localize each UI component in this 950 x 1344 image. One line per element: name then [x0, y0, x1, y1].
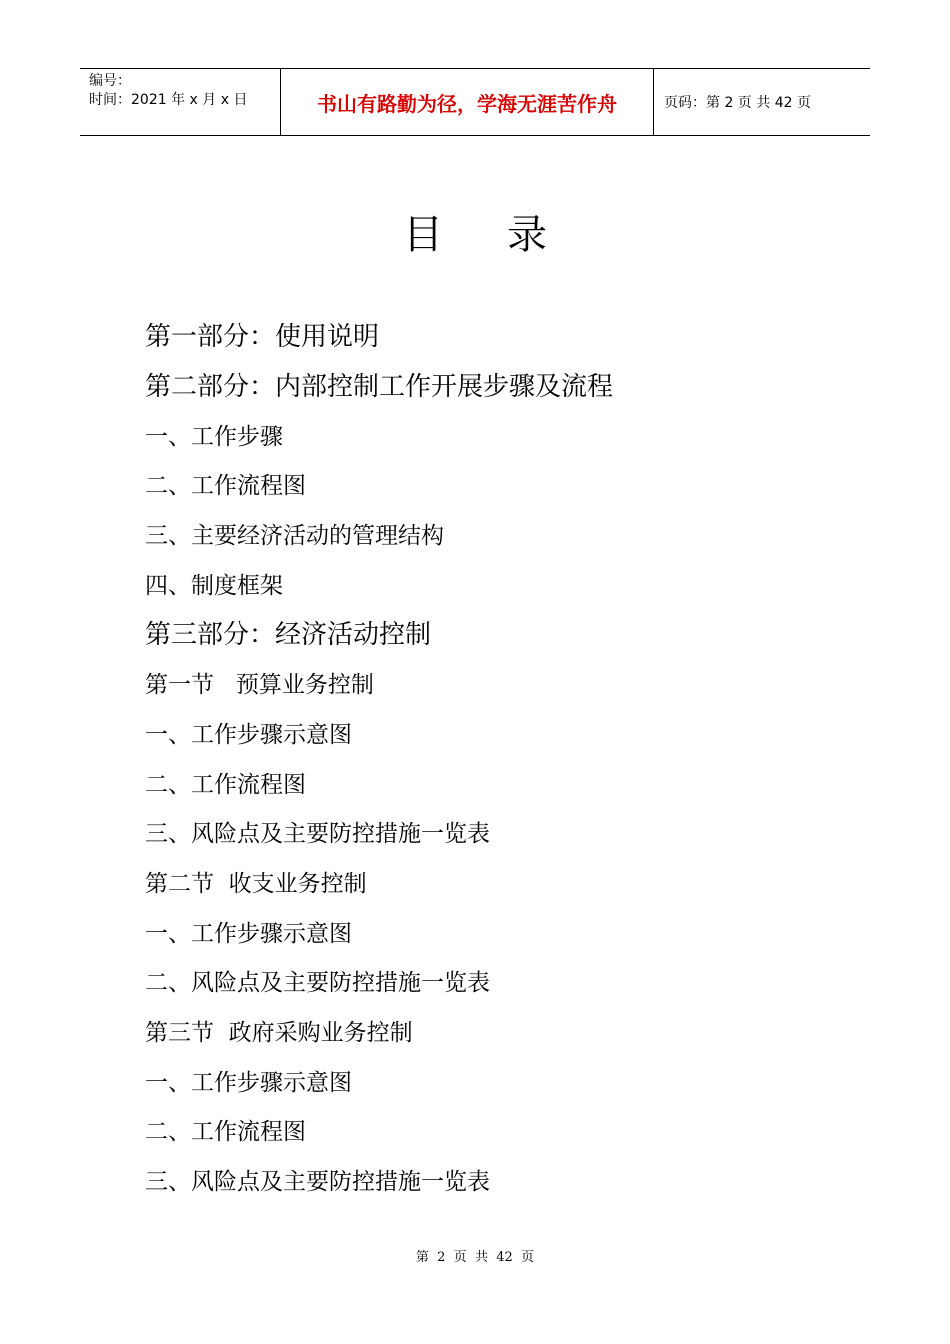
toc-entry[interactable]: 第一节 预算业务控制: [145, 672, 374, 699]
toc-entry[interactable]: 二、风险点及主要防控措施一览表: [145, 970, 490, 997]
toc-entry[interactable]: 一、工作步骤示意图: [145, 920, 352, 947]
header-meta-cell: [80, 69, 281, 135]
toc-entry[interactable]: 一、工作步骤示意图: [145, 1069, 352, 1096]
header-page-info: 页码：第 2 页 共 42 页: [664, 95, 811, 111]
document-time-label: 时间：2021 年 x 月 x 日: [89, 92, 248, 108]
header-motto: 书山有路勤为径，学海无涯苦作舟: [281, 69, 654, 135]
page-footer: 第 2 页 共 42 页: [415, 1250, 535, 1265]
toc-entry[interactable]: 第一部分：使用说明: [145, 322, 380, 353]
toc-entry[interactable]: 第二节 收支业务控制: [145, 870, 367, 897]
title-char-1: 目: [403, 212, 443, 258]
toc-entry[interactable]: 四、制度框架: [145, 572, 283, 599]
page-title: [0, 210, 950, 260]
page-header: [80, 68, 870, 136]
toc-entry[interactable]: 第三部分：经济活动控制: [145, 620, 432, 651]
toc-entry[interactable]: 二、工作流程图: [145, 771, 306, 798]
toc-entry[interactable]: 三、风险点及主要防控措施一览表: [145, 1169, 490, 1196]
title-char-2: 录: [507, 212, 547, 258]
toc-entry[interactable]: 三、风险点及主要防控措施一览表: [145, 821, 490, 848]
toc-entry[interactable]: 二、工作流程图: [145, 473, 306, 500]
document-number-label: 编号：: [89, 73, 131, 89]
toc-entry[interactable]: 第二部分：内部控制工作开展步骤及流程: [145, 372, 614, 403]
toc-entry[interactable]: 三、主要经济活动的管理结构: [145, 523, 444, 550]
toc-entry[interactable]: 一、工作步骤: [145, 423, 283, 450]
toc-entry[interactable]: 二、工作流程图: [145, 1119, 306, 1146]
toc-entry[interactable]: 第三节 政府采购业务控制: [145, 1019, 413, 1046]
toc-entry[interactable]: 一、工作步骤示意图: [145, 721, 352, 748]
table-of-contents: [145, 310, 613, 1204]
